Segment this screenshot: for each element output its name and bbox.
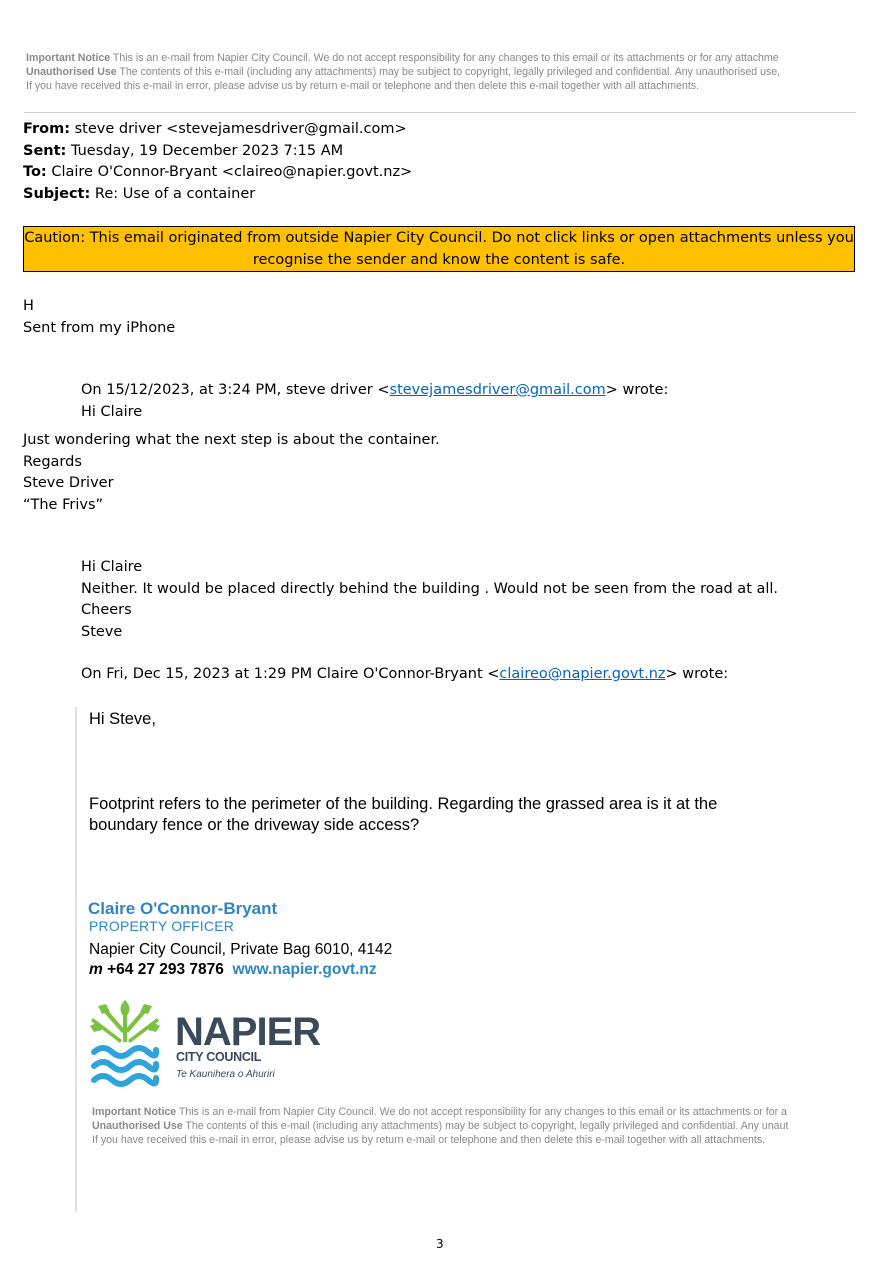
signature-name: Claire O'Connor-Bryant xyxy=(88,899,278,918)
to-row: To: Claire O'Connor-Bryant <claireo@napier.govt.nz> xyxy=(23,164,413,180)
subject-row: Subject: Re: Use of a container xyxy=(23,185,256,202)
signature-address: Napier City Council, Private Bag 6010, 4142 xyxy=(89,941,393,958)
quoted-intro-2: On Fri, Dec 15, 2023 at 1:29 PM Claire O'Connor-Bryant <claireo@napier.govt.nz> wrote: xyxy=(81,666,729,682)
quoted-body-2: Hi Claire Neither. It would be placed directly behind the building . Would not be seen from the road at all. Cheers Steve xyxy=(81,559,779,640)
quote-bar xyxy=(75,707,77,1212)
top-notice-line2: Unauthorised Use The contents of this e-mail (including any attachments) may be subject to copyright, legally privileged and confidential. Any unauthorised use, xyxy=(26,66,781,78)
signature-title: PROPERTY OFFICER xyxy=(89,918,235,934)
website-link[interactable]: www.napier.govt.nz xyxy=(232,961,377,978)
email-header xyxy=(23,119,412,205)
caution-line2: recognise the sender and know the content is safe. xyxy=(252,251,626,268)
email-link[interactable]: claireo@napier.govt.nz xyxy=(499,666,666,682)
sent-row: Sent: Tuesday, 19 December 2023 7:15 AM xyxy=(23,142,344,159)
quoted-body-3: Footprint refers to the perimeter of the building. Regarding the grassed area is it at the boundary fence or the driveway side access? xyxy=(89,795,718,834)
page-number: 3 xyxy=(436,1237,444,1251)
signature-contact: m +64 27 293 7876 www.napier.govt.nz xyxy=(89,961,377,978)
logo-wordmark: NAPIER xyxy=(175,1010,321,1054)
from-row: From: steve driver <stevejamesdriver@gmail.com> xyxy=(23,121,407,137)
greeting: Hi Claire xyxy=(81,403,143,420)
quoted-greeting-3: Hi Steve, xyxy=(89,710,156,728)
bottom-notice: Important Notice This is an e-mail from Napier City Council. We do not accept responsibility for any changes to this email or its attachments or for a Unauthorised Use The contents of this e-mail (including any attachments) may be subject to copyright, legally privileged and confidential. Any unaut If you have received this e-mail in error, please advise us by return e-mail or telephone and then delete this e-mail together with all attachments. xyxy=(92,1106,789,1146)
reply-body xyxy=(23,296,175,339)
reply-line: H xyxy=(23,298,34,314)
caution-banner xyxy=(23,226,855,272)
quoted-intro-1: On 15/12/2023, at 3:24 PM, steve driver <stevejamesdriver@gmail.com> wrote: Hi Claire xyxy=(81,380,668,423)
top-notice-line3: If you have received this e-mail in error, please advise us by return e-mail or telephone and then delete this e-mail together with all attachments. xyxy=(26,80,700,92)
quoted-body-1: Just wondering what the next step is about the container. Regards Steve Driver “The Frivs” xyxy=(23,432,440,513)
email-link[interactable]: stevejamesdriver@gmail.com xyxy=(389,382,606,398)
reply-signature: Sent from my iPhone xyxy=(23,319,176,336)
top-notice xyxy=(26,51,780,93)
caution-line1: Caution: This email originated from outside Napier City Council. Do not click links or open attachments unless you xyxy=(24,230,854,246)
logo-subtitle: CITY COUNCIL xyxy=(176,1050,262,1064)
divider xyxy=(24,112,856,113)
logo-maori-name: Te Kaunihera o Ahuriri xyxy=(176,1069,275,1080)
council-logo-icon xyxy=(90,996,160,1091)
top-notice-line1: Important Notice This is an e-mail from Napier City Council. We do not accept responsibility for any changes to this email or its attachments or for any attachme xyxy=(26,52,779,64)
